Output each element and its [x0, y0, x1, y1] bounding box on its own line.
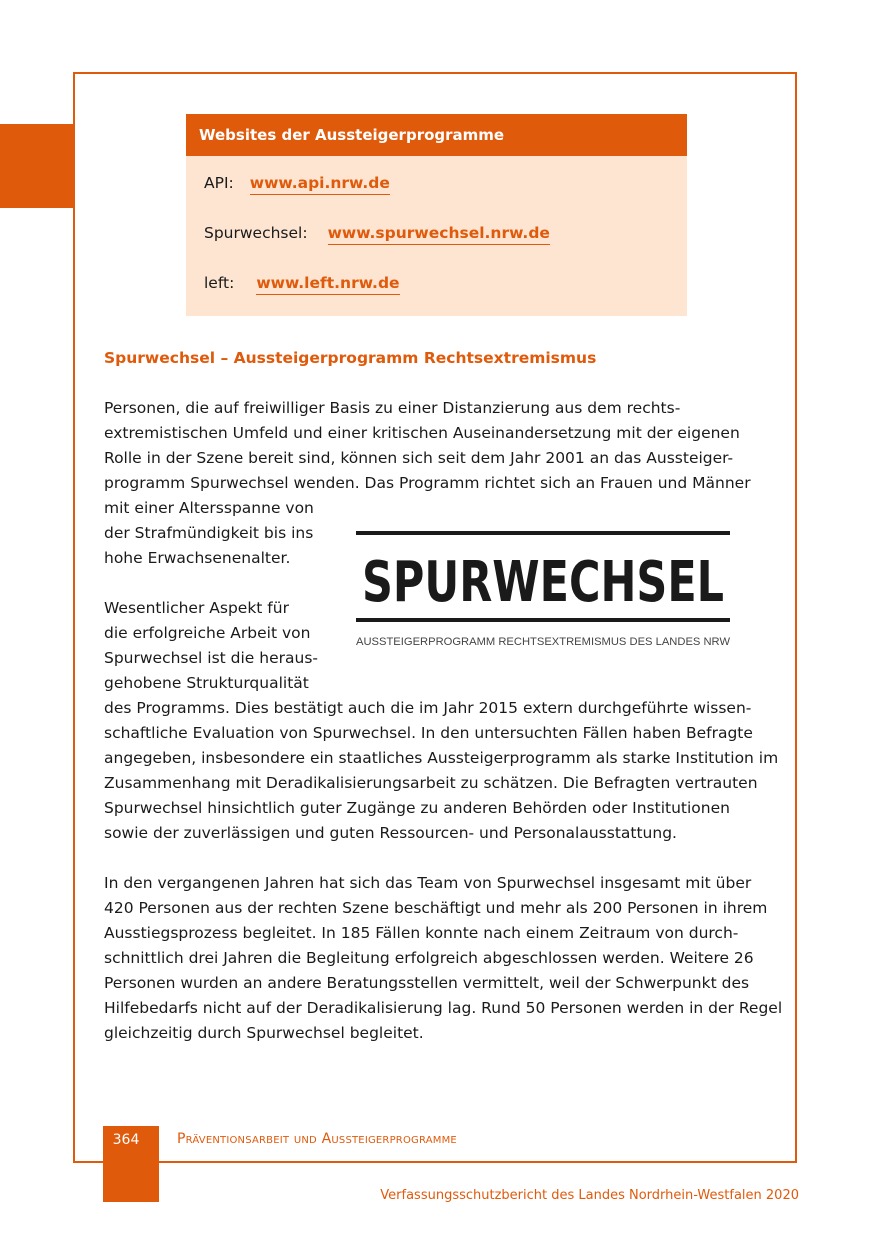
paragraph-line: Wesentlicher Aspekt für: [104, 599, 289, 617]
infobox-row-left: [204, 274, 400, 292]
link-left[interactable]: www.left.nrw.de: [256, 274, 399, 295]
spurwechsel-logo: [352, 527, 734, 654]
paragraph-line: schaftliche Evaluation von Spurwechsel. In den untersuchten Fällen haben Befragte: [104, 724, 753, 742]
page-number-box: [103, 1126, 159, 1202]
paragraph-line: extremistischen Umfeld und einer kritischen Auseinandersetzung mit der eigenen: [104, 424, 740, 442]
paragraph-line: die erfolgreiche Arbeit von: [104, 624, 311, 642]
logo-top-rule: [356, 531, 730, 535]
paragraph-line: gehobene Strukturqualität: [104, 674, 309, 692]
websites-infobox: [186, 114, 687, 316]
paragraph-line: Personen, die auf freiwilliger Basis zu einer Distanzierung aus dem rechts-: [104, 399, 681, 417]
paragraph-line: Hilfebedarfs nicht auf der Deradikalisierung lag. Rund 50 Personen werden in der Regel: [104, 999, 783, 1017]
paragraph-3: [104, 871, 783, 1046]
paragraph-line: schnittlich drei Jahren die Begleitung erfolgreich abgeschlossen werden. Weitere 26: [104, 949, 754, 967]
infobox-row-spurwechsel: [204, 224, 550, 242]
infobox-row-api: [204, 174, 390, 192]
link-api[interactable]: www.api.nrw.de: [250, 174, 390, 195]
paragraph-line: Spurwechsel ist die heraus-: [104, 649, 318, 667]
paragraph-line: Spurwechsel hinsichtlich guter Zugänge zu anderen Behörden oder Institutionen: [104, 799, 730, 817]
side-tab-marker: [0, 124, 75, 208]
paragraph-line: Personen wurden an andere Beratungsstellen vermittelt, weil der Schwerpunkt des: [104, 974, 750, 992]
infobox-label-api: API:: [204, 174, 234, 192]
paragraph-line: angegeben, insbesondere ein staatliches Aussteigerprogramm als starke Institution im: [104, 749, 779, 767]
paragraph-line: In den vergangenen Jahren hat sich das Team von Spurwechsel insgesamt mit über: [104, 874, 752, 892]
publication-title: Verfassungsschutzbericht des Landes Nordrhein-Westfalen 2020: [380, 1188, 799, 1203]
paragraph-line: sowie der zuverlässigen und guten Ressourcen- und Personalausstattung.: [104, 824, 677, 842]
paragraph-line: hohe Erwachsenenalter.: [104, 549, 291, 567]
paragraph-line: 420 Personen aus der rechten Szene beschäftigt und mehr als 200 Personen in ihrem: [104, 899, 768, 917]
infobox-title: Websites der Aussteigerprogramme: [186, 114, 687, 156]
logo-bottom-rule: [356, 618, 730, 622]
section-heading: Spurwechsel – Aussteigerprogramm Rechtsextremismus: [104, 349, 597, 367]
chapter-title: Präventionsarbeit und Aussteigerprogramme: [177, 1131, 457, 1147]
paragraph-line: der Strafmündigkeit bis ins: [104, 524, 314, 542]
paragraph-line: programm Spurwechsel wenden. Das Programm richtet sich an Frauen und Männer: [104, 474, 751, 492]
page-number: 364: [112, 1132, 140, 1148]
infobox-label-spurwechsel: Spurwechsel:: [204, 224, 308, 242]
link-spurwechsel[interactable]: www.spurwechsel.nrw.de: [328, 224, 550, 245]
paragraph-line: Ausstiegsprozess begleitet. In 185 Fällen konnte nach einem Zeitraum von durch-: [104, 924, 739, 942]
logo-wordmark: SPURWECHSEL: [362, 550, 724, 615]
paragraph-line: gleichzeitig durch Spurwechsel begleitet.: [104, 1024, 424, 1042]
paragraph-line: Rolle in der Szene bereit sind, können sich seit dem Jahr 2001 an das Aussteiger-: [104, 449, 734, 467]
logo-tagline: AUSSTEIGERPROGRAMM RECHTSEXTREMISMUS DES LANDES NRW: [356, 636, 731, 648]
paragraph-line: Zusammenhang mit Deradikalisierungsarbeit zu schätzen. Die Befragten vertrauten: [104, 774, 758, 792]
paragraph-line: des Programms. Dies bestätigt auch die im Jahr 2015 extern durchgeführte wissen-: [104, 699, 752, 717]
infobox-label-left: left:: [204, 274, 235, 292]
paragraph-line: mit einer Altersspanne von: [104, 499, 314, 517]
